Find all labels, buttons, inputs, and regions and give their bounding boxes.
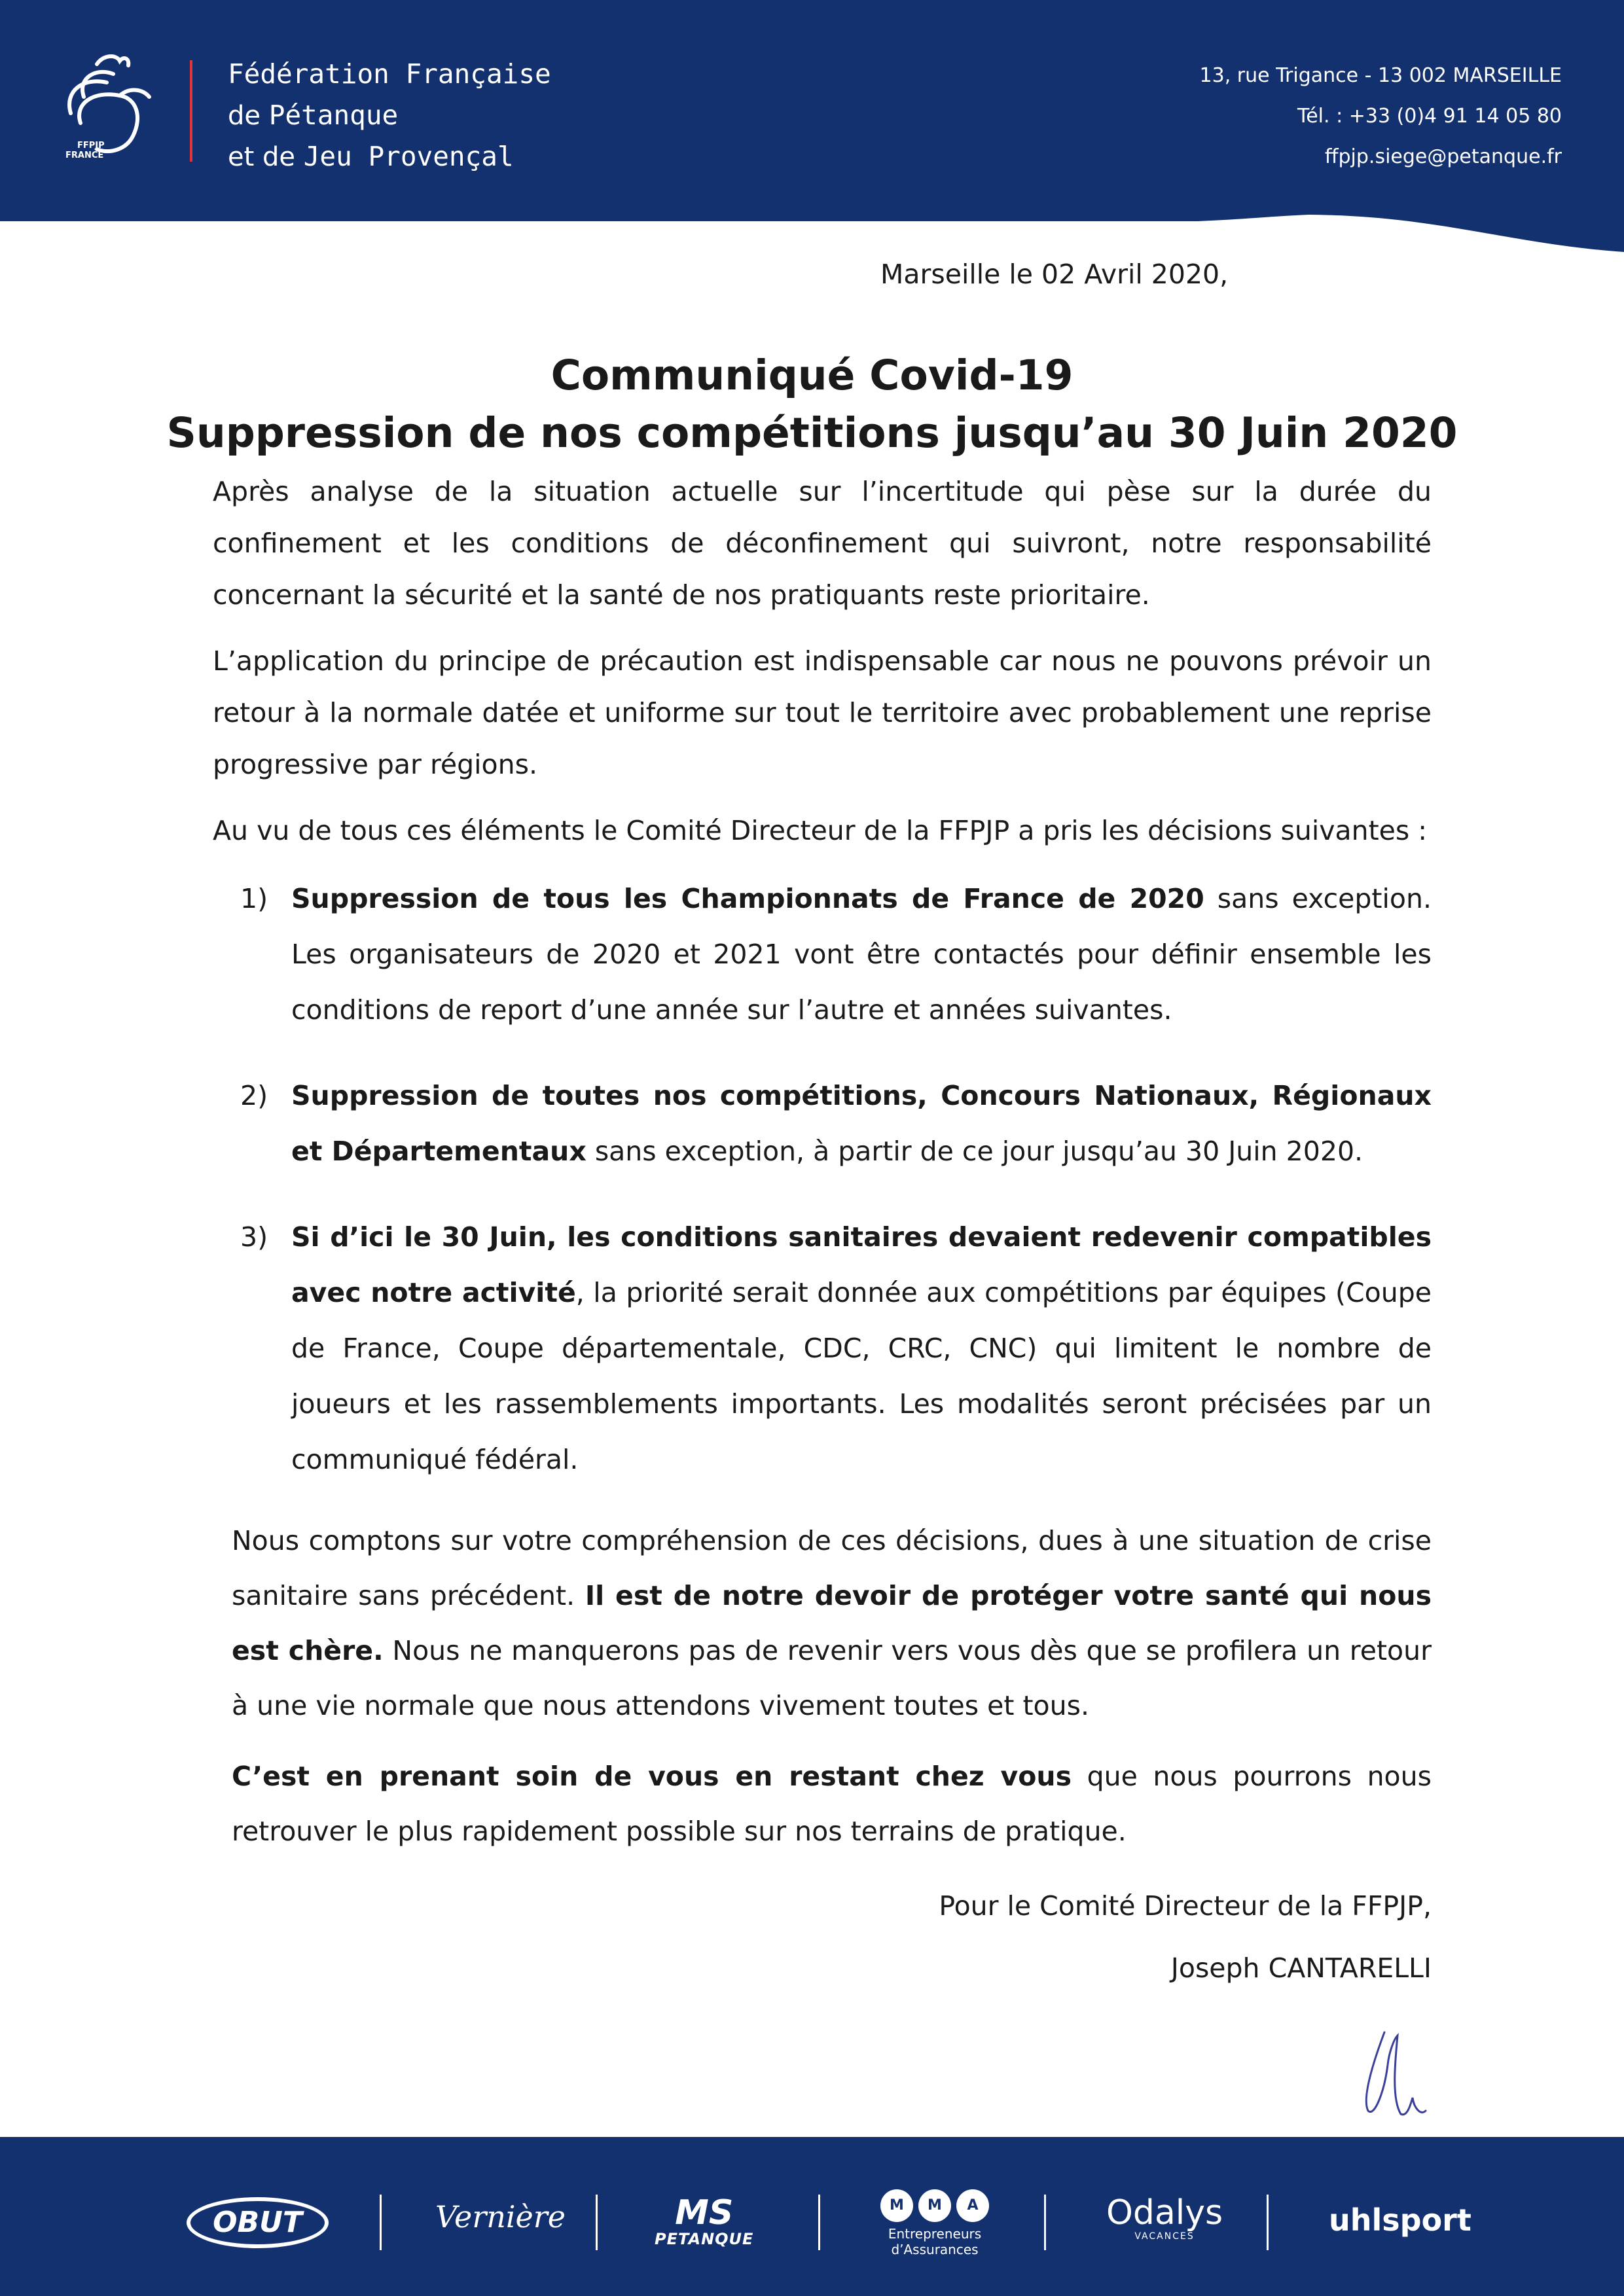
mma-logo: M M A Entrepreneurs d’Assurances (880, 2189, 989, 2257)
sponsor-divider (380, 2195, 382, 2250)
decision-item: 1) Suppression de tous les Championnats de France de 2020 sans exception. Les organisateurs de 2020 et 2021 vont être contactés pour définir ensemble les conditions de report d’une année sur l’autre et années suivantes. (240, 883, 1432, 1026)
signatory-name: Joseph CANTARELLI (1170, 1952, 1432, 1984)
sponsor-divider (596, 2195, 598, 2250)
phone: Tél. : +33 (0)4 91 14 05 80 (1297, 105, 1562, 128)
signoff-line: Pour le Comité Directeur de la FFPJP, (939, 1890, 1432, 1922)
title-line-2: Suppression de nos compétitions jusqu’au 30 Juin 2020 (166, 409, 1458, 457)
decisions-list (213, 871, 1432, 1488)
sponsor-divider (1267, 2195, 1269, 2250)
decision-item: 2) Suppression de toutes nos compétitions, Concours Nationaux, Régionaux et Départementaux sans exception, à partir de ce jour jusqu’au 30 Juin 2020. (240, 1080, 1432, 1167)
uhlsport-logo: uhlsport (1329, 2202, 1471, 2238)
signoff (939, 1875, 1432, 2000)
address: 13, rue Trigance - 13 002 MARSEILLE (1199, 64, 1562, 87)
page-title (0, 347, 1624, 462)
sponsor-divider (818, 2195, 820, 2250)
title-line-1: Communiqué Covid-19 (550, 351, 1074, 399)
sponsor-footer (0, 2137, 1624, 2296)
sponsor-divider (1044, 2195, 1046, 2250)
logo-divider (190, 60, 192, 162)
handwritten-signature (1348, 2019, 1434, 2124)
letter-body (213, 466, 1432, 1488)
letterhead (0, 0, 1624, 262)
ms-petanque-logo: MS PETANQUE (655, 2193, 754, 2248)
decision-item: 3) Si d’ici le 30 Juin, les conditions sanitaires devaient redevenir compatibles avec notre activité, la priorité serait donnée aux compétitions par équipes (Coupe de France, Coupe départementale, CDC, CRC, CNC) qui limitent le nombre de joueurs et les rassemblements importants. Les modalités seront précisées par un communiqué fédéral. (240, 1221, 1432, 1475)
svg-text:FFPJP: FFPJP (77, 141, 105, 151)
verniere-logo: Vernière (435, 2199, 566, 2234)
contact-block (1200, 56, 1562, 177)
rooster-logo-icon (58, 51, 156, 166)
letter-date: Marseille le 02 Avril 2020, (880, 259, 1229, 290)
odalys-logo: Odalys VACANCES (1106, 2193, 1223, 2242)
paragraph: L’application du principe de précaution est indispensable car nous ne pouvons prévoir un retour à la normale datée et uniforme sur tout le territoire avec probablement une reprise progressive par régions. (213, 645, 1432, 780)
paragraph: Au vu de tous ces éléments le Comité Directeur de la FFPJP a pris les décisions suivantes : (213, 815, 1428, 846)
obut-logo: OBUT (187, 2197, 329, 2248)
closing-section (232, 1513, 1432, 1874)
closing-paragraph: C’est en prenant soin de vous en restant chez vous que nous pourrons nous retrouver le plus rapidement possible sur nos terrains de pratique. (232, 1761, 1432, 1847)
closing-paragraph: Nous comptons sur votre compréhension de ces décisions, dues à une situation de crise sanitaire sans précédent. Il est de notre devoir de protéger votre santé qui nous est chère. Nous ne manquerons pas de revenir vers vous dès que se profilera un retour à une vie normale que nous attendons vivement toutes et tous. (232, 1525, 1432, 1721)
federation-name: Fédération Française de Pétanque et de Jeu Provençal (228, 58, 551, 172)
paragraph: Après analyse de la situation actuelle sur l’incertitude qui pèse sur la durée du confinement et les conditions de déconfinement qui suivront, notre responsabilité concernant la sécurité et la santé de nos pratiquants reste prioritaire. (213, 476, 1432, 611)
svg-text:FRANCE: FRANCE (65, 151, 104, 160)
federation-name-line1: Fédération Française (228, 58, 551, 90)
email-link[interactable]: ffpjp.siege@petanque.fr (1324, 145, 1562, 168)
